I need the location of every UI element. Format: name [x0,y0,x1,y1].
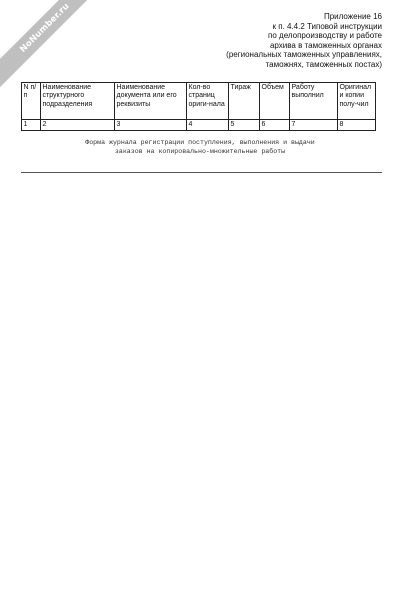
header-cell-circulation: Тираж [229,83,260,120]
appendix-line: к п. 4.4.2 Типовой инструкции [272,21,382,31]
caption-line: заказов на копировально-множительные работы [114,147,286,155]
column-number-cell: 4 [187,120,229,131]
appendix-note [212,12,382,70]
header-cell-pages: Кол-во страниц ориги-нала [187,83,229,120]
column-number-cell: 3 [115,120,187,131]
appendix-line: по делопроизводству и работе [268,31,382,41]
appendix-line: Приложение 16 [323,12,382,21]
horizontal-divider [21,172,382,173]
appendix-line: архива в таможенных органах [269,40,382,50]
column-number-cell: 8 [338,120,376,131]
column-number-cell: 1 [22,120,41,131]
appendix-line: таможнях, таможенных постах) [265,59,382,69]
column-number-cell: 5 [229,120,260,131]
header-row [22,83,376,120]
watermark-text: NoNumber.ru [18,1,72,55]
column-number-row [22,120,376,131]
watermark-ribbon [0,0,105,88]
column-number-cell: 7 [290,120,338,131]
appendix-line: (региональных таможенных управлениях, [226,50,382,60]
header-cell-volume: Объем [260,83,290,120]
journal-form-table [21,82,376,131]
header-cell-document: Наименование документа или его реквизиты [115,83,187,120]
column-number-cell: 6 [260,120,290,131]
header-cell-receiver: Оригинал и копии полу-чил [338,83,376,120]
caption-line: Форма журнала регистрации поступления, выполнения и выдачи [85,139,315,146]
header-cell-performer: Работу выполнил [290,83,338,120]
form-caption [30,139,370,157]
column-number-cell: 2 [41,120,115,131]
header-cell-number: N п/п [22,83,41,120]
header-cell-department: Наименование структурного подразделения [41,83,115,120]
